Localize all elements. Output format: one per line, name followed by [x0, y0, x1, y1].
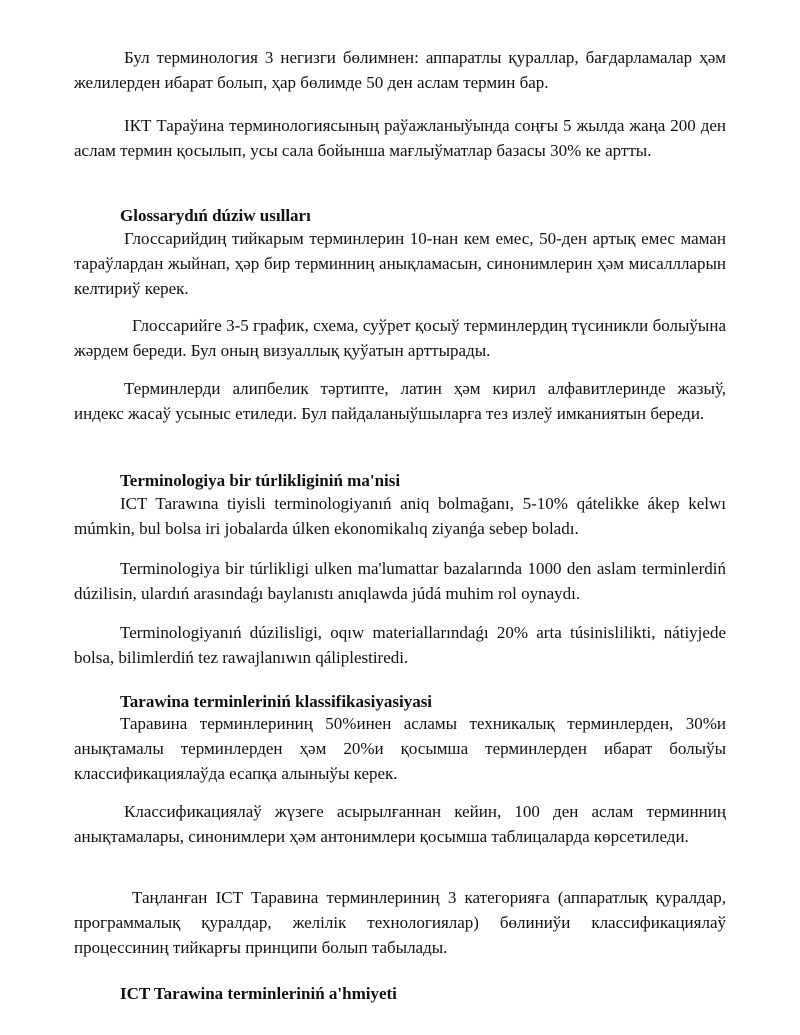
heading-text: ICT Tarawina terminleriniń a'hmiyeti	[120, 984, 397, 1003]
paragraph	[74, 711, 726, 786]
paragraph-text: Terminologiyanıń dúzilisligi, oqıw materiallarındaǵı 20% arta túsinislilikti, nátiyjede bolsa, bilimlerdiń tez rawajlanıwın qáliplestiredi.	[74, 623, 726, 667]
paragraph	[74, 556, 726, 606]
paragraph	[74, 45, 726, 95]
paragraph-text: Глоссарийге 3-5 график, схема, суўрет қосыў терминлердиң түсиникли болыўына жәрдем береди. Бул оның визуаллық қуўатын арттырады.	[74, 316, 726, 360]
paragraph-text: IКТ Тараўина терминологиясының раўажланыўында соңғы 5 жылда жаңа 200 ден аслам термин қосылып, усы сала бойынша мағлыўматлар базасы 30% ке артты.	[74, 116, 726, 160]
paragraph	[74, 313, 726, 363]
paragraph	[74, 226, 726, 301]
paragraph	[74, 491, 726, 541]
section-heading	[74, 981, 726, 1006]
section-heading	[74, 203, 726, 228]
heading-text: Glossarydıń dúziw usılları	[120, 206, 311, 225]
paragraph	[74, 885, 726, 960]
paragraph-text: Terminologiya bir túrlikligi ulken ma'lumattar bazalarında 1000 den aslam terminlerdiń dúzilisin, ulardıń arasındaǵı baylanıstı anıqlawda júdá muhim rol oynaydı.	[74, 559, 726, 603]
paragraph	[74, 113, 726, 163]
paragraph-text: Терминлерди алипбелик тәртипте, латин ҳәм кирил алфавитлеринде жазыў, индекс жасаў усыныс етиледи. Бул пайдаланыўшыларға тез излеў имканиятын береди.	[74, 379, 726, 423]
heading-text: Terminologiya bir túrlikliginiń ma'nisi	[120, 471, 401, 490]
paragraph	[74, 620, 726, 670]
paragraph	[74, 376, 726, 426]
paragraph-text: Таравина терминлериниң 50%инен асламы техникалық терминлерден, 30%и анықтамалы терминлерден ҳәм 20%и қосымша терминлерден ибарат болыўы классификациялаўда есапқа алыныўы керек.	[74, 714, 726, 783]
heading-text: Tarawina terminleriniń klassifikasiyasiyasi	[120, 692, 433, 711]
paragraph-text: Таңланған ICT Таравина терминлериниң 3 категорияға (аппаратлық қуралдар, программалық қуралдар, желiлiк технологиялар) бөлиниўи классификациялаў процессиниң тийкарғы принципи болып табылады.	[74, 888, 726, 957]
paragraph-text: Глоссарийдиң тийкарым терминлерин 10-нан кем емес, 50-ден артық емес маман тараўлардан жыйнап, ҳәр бир терминниң анықламасын, синонимлерин ҳәм мисаллларын келтириў керек.	[74, 229, 726, 298]
paragraph-text: Классификациялаў жүзеге асырылғаннан кейин, 100 ден аслам терминниң анықтамалары, синонимлери ҳәм антонимлери қосымша таблицаларда көрсетиледи.	[74, 802, 726, 846]
paragraph-text: Бул терминология 3 негизги бөлимнен: аппаратлы қураллар, бағдарламалар ҳәм желилерден ибарат болып, ҳар бөлимде 50 ден аслам термин бар.	[74, 48, 726, 92]
paragraph	[74, 799, 726, 849]
section-heading	[74, 468, 726, 493]
paragraph-text: ICT Tarawına tiyisli terminologiyanıń aniq bolmağanı, 5-10% qátelikke ákep kelwı múmkin, bul bolsa iri jobalarda úlken ekonomikalıq ziyanǵa sebep boladı.	[74, 494, 726, 538]
